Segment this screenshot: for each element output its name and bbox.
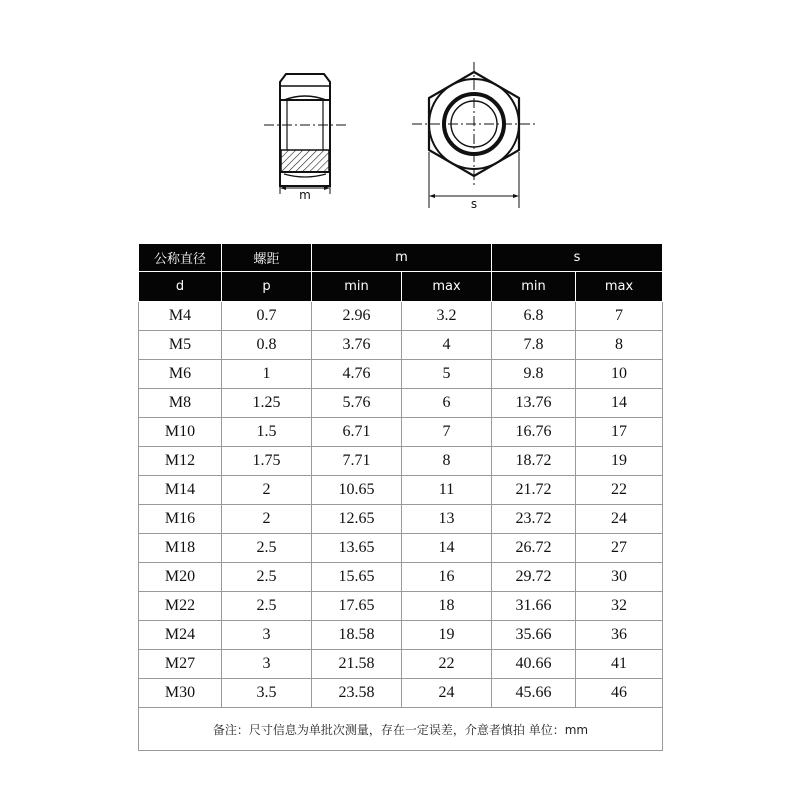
cell-d: M27 — [139, 650, 222, 679]
table-note-row — [139, 708, 663, 751]
nut-side-view — [264, 74, 346, 202]
cell-s-max: 14 — [576, 389, 663, 418]
cell-m-min: 2.96 — [312, 302, 402, 331]
cell-m-max: 13 — [402, 505, 492, 534]
header-m-min: min — [312, 272, 402, 302]
cell-m-max: 16 — [402, 563, 492, 592]
cell-p: 1.5 — [222, 418, 312, 447]
cell-s-max: 7 — [576, 302, 663, 331]
cell-s-min: 26.72 — [492, 534, 576, 563]
table-row — [139, 621, 663, 650]
cell-m-min: 12.65 — [312, 505, 402, 534]
cell-p: 1.25 — [222, 389, 312, 418]
cell-p: 3 — [222, 621, 312, 650]
table-row — [139, 447, 663, 476]
cell-s-max: 22 — [576, 476, 663, 505]
cell-p: 2.5 — [222, 534, 312, 563]
cell-p: 2 — [222, 476, 312, 505]
cell-s-max: 41 — [576, 650, 663, 679]
cell-s-max: 46 — [576, 679, 663, 708]
table-row — [139, 360, 663, 389]
table-row — [139, 389, 663, 418]
header-m-max: max — [402, 272, 492, 302]
cell-m-min: 6.71 — [312, 418, 402, 447]
cell-s-max: 19 — [576, 447, 663, 476]
table-header-row-2 — [139, 272, 663, 302]
cell-s-max: 24 — [576, 505, 663, 534]
table-row — [139, 418, 663, 447]
cell-m-max: 18 — [402, 592, 492, 621]
cell-d: M10 — [139, 418, 222, 447]
cell-m-max: 24 — [402, 679, 492, 708]
cell-m-max: 11 — [402, 476, 492, 505]
cell-p: 3.5 — [222, 679, 312, 708]
table-row — [139, 302, 663, 331]
cell-m-max: 8 — [402, 447, 492, 476]
cell-s-min: 16.76 — [492, 418, 576, 447]
cell-s-min: 40.66 — [492, 650, 576, 679]
table-row — [139, 650, 663, 679]
header-p: p — [222, 272, 312, 302]
table-row — [139, 476, 663, 505]
table-note: 备注：尺寸信息为单批次测量，存在一定误差，介意者慎拍 单位：mm — [139, 708, 663, 751]
cell-s-min: 45.66 — [492, 679, 576, 708]
cell-s-max: 17 — [576, 418, 663, 447]
cell-d: M18 — [139, 534, 222, 563]
table-body — [139, 302, 663, 751]
cell-s-max: 36 — [576, 621, 663, 650]
cell-m-max: 3.2 — [402, 302, 492, 331]
header-m: m — [312, 244, 492, 272]
cell-m-max: 14 — [402, 534, 492, 563]
cell-s-max: 30 — [576, 563, 663, 592]
cell-s-min: 21.72 — [492, 476, 576, 505]
cell-d: M24 — [139, 621, 222, 650]
cell-m-min: 13.65 — [312, 534, 402, 563]
cell-s-max: 10 — [576, 360, 663, 389]
cell-d: M5 — [139, 331, 222, 360]
header-d: d — [139, 272, 222, 302]
cell-m-max: 4 — [402, 331, 492, 360]
header-s-max: max — [576, 272, 663, 302]
cell-m-min: 10.65 — [312, 476, 402, 505]
cell-d: M20 — [139, 563, 222, 592]
cell-p: 2 — [222, 505, 312, 534]
header-pitch: 螺距 — [222, 244, 312, 272]
cell-p: 0.7 — [222, 302, 312, 331]
header-s-min: min — [492, 272, 576, 302]
cell-s-max: 27 — [576, 534, 663, 563]
cell-s-max: 32 — [576, 592, 663, 621]
cell-s-min: 23.72 — [492, 505, 576, 534]
table-row — [139, 592, 663, 621]
nut-front-view — [412, 62, 536, 211]
cell-d: M22 — [139, 592, 222, 621]
cell-m-min: 23.58 — [312, 679, 402, 708]
cell-p: 3 — [222, 650, 312, 679]
table-row — [139, 331, 663, 360]
cell-m-max: 6 — [402, 389, 492, 418]
cell-s-min: 6.8 — [492, 302, 576, 331]
cell-s-min: 13.76 — [492, 389, 576, 418]
cell-s-min: 35.66 — [492, 621, 576, 650]
cell-m-max: 5 — [402, 360, 492, 389]
header-s: s — [492, 244, 663, 272]
table-row — [139, 505, 663, 534]
table-row — [139, 563, 663, 592]
cell-m-max: 19 — [402, 621, 492, 650]
header-nominal-diameter: 公称直径 — [139, 244, 222, 272]
cell-s-max: 8 — [576, 331, 663, 360]
cell-p: 2.5 — [222, 592, 312, 621]
cell-m-min: 17.65 — [312, 592, 402, 621]
cell-d: M4 — [139, 302, 222, 331]
cell-p: 2.5 — [222, 563, 312, 592]
nut-dimension-table — [138, 243, 663, 751]
cell-m-min: 5.76 — [312, 389, 402, 418]
cell-s-min: 18.72 — [492, 447, 576, 476]
cell-m-min: 21.58 — [312, 650, 402, 679]
cell-m-min: 4.76 — [312, 360, 402, 389]
cell-p: 0.8 — [222, 331, 312, 360]
dimension-m-label: m — [299, 188, 311, 202]
cell-s-min: 9.8 — [492, 360, 576, 389]
cell-p: 1 — [222, 360, 312, 389]
cell-m-min: 7.71 — [312, 447, 402, 476]
cell-s-min: 29.72 — [492, 563, 576, 592]
cell-d: M8 — [139, 389, 222, 418]
cell-d: M16 — [139, 505, 222, 534]
section-hatch — [281, 150, 329, 172]
cell-s-min: 31.66 — [492, 592, 576, 621]
dimension-s-label: s — [470, 197, 478, 211]
cell-m-min: 18.58 — [312, 621, 402, 650]
cell-d: M14 — [139, 476, 222, 505]
cell-m-min: 15.65 — [312, 563, 402, 592]
cell-d: M30 — [139, 679, 222, 708]
cell-m-min: 3.76 — [312, 331, 402, 360]
cell-m-max: 22 — [402, 650, 492, 679]
cell-d: M12 — [139, 447, 222, 476]
table-row — [139, 534, 663, 563]
hex-nut-technical-drawing — [0, 0, 800, 240]
cell-s-min: 7.8 — [492, 331, 576, 360]
table-row — [139, 679, 663, 708]
table-header-row-1 — [139, 244, 663, 272]
cell-d: M6 — [139, 360, 222, 389]
cell-m-max: 7 — [402, 418, 492, 447]
cell-p: 1.75 — [222, 447, 312, 476]
